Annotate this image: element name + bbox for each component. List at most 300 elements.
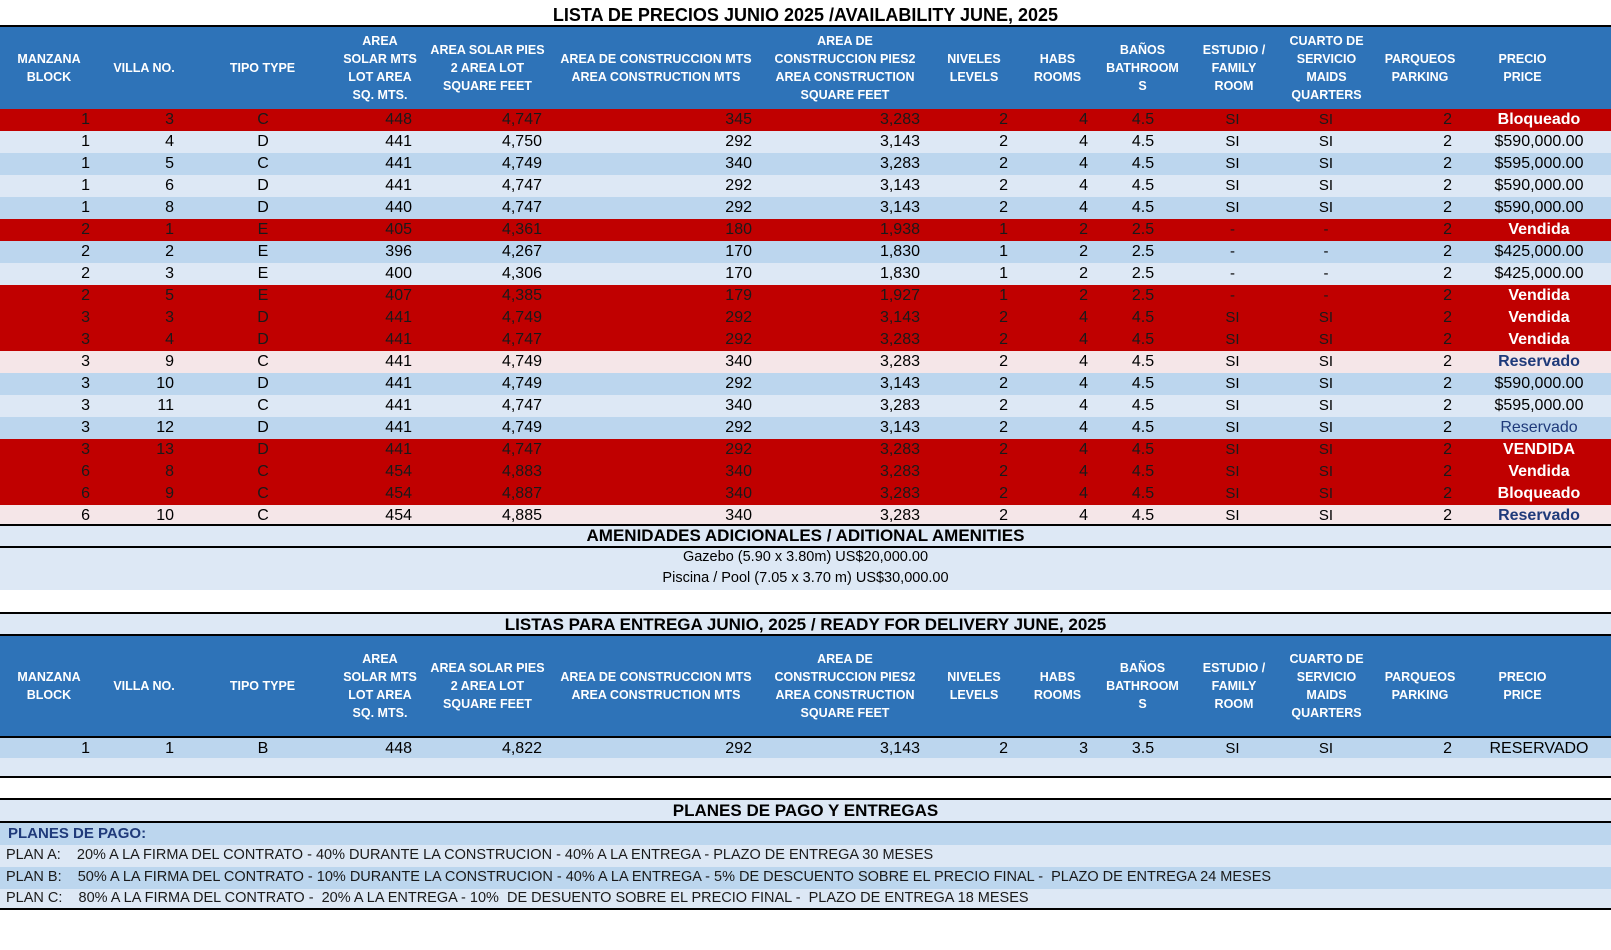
- header-lot-sqm: AREA SOLAR MTS LOT AREA SQ. MTS.: [343, 652, 417, 720]
- cell-type: D: [257, 177, 269, 194]
- cell-lot-sqm: 441: [385, 309, 412, 326]
- cell-lot-sqft: 4,749: [501, 419, 542, 436]
- cell-maids-quarters: SI: [1318, 111, 1334, 128]
- cell-family-room: SI: [1225, 397, 1240, 414]
- cell-price: $595,000.00: [1494, 397, 1584, 414]
- cell-rooms: 2: [1079, 265, 1088, 282]
- cell-family-room: SI: [1225, 485, 1240, 502]
- cell-villa: 2: [165, 243, 174, 260]
- cell-maids-quarters: -: [1323, 243, 1329, 260]
- cell-block: 3: [81, 419, 90, 436]
- cell-type: D: [257, 199, 269, 216]
- cell-construction-sqft: 3,283: [879, 463, 920, 480]
- cell-construction-sqft: 3,143: [879, 199, 920, 216]
- cell-type: E: [257, 265, 269, 282]
- cell-maids-quarters: SI: [1318, 199, 1334, 216]
- cell-rooms: 4: [1079, 133, 1088, 150]
- cell-lot-sqm: 441: [385, 441, 412, 458]
- cell-bathrooms: 4.5: [1131, 375, 1155, 392]
- cell-bathrooms: 2.5: [1131, 265, 1155, 282]
- cell-levels: 1: [999, 243, 1008, 260]
- cell-rooms: 4: [1079, 177, 1088, 194]
- plan-b: PLAN B: 50% A LA FIRMA DEL CONTRATO - 10% DURANTE LA CONSTRUCION - 40% A LA ENTREGA - 5% DE DESCUENTO SOBRE EL PRECIO FINAL - PLAZO DE ENTREGA 24 MESES: [6, 869, 1272, 885]
- cell-villa: 8: [165, 463, 174, 480]
- cell-villa: 1: [165, 740, 174, 757]
- cell-family-room: SI: [1225, 353, 1240, 370]
- cell-villa: 10: [156, 375, 174, 392]
- cell-lot-sqft: 4,747: [501, 331, 542, 348]
- cell-maids-quarters: SI: [1318, 463, 1334, 480]
- table-row: [0, 329, 1611, 351]
- cell-levels: 2: [999, 397, 1008, 414]
- table-row: [0, 197, 1611, 219]
- cell-parking: 2: [1443, 353, 1452, 370]
- cell-maids-quarters: SI: [1318, 375, 1334, 392]
- header-price: PRECIO PRICE: [1498, 670, 1547, 702]
- cell-parking: 2: [1443, 309, 1452, 326]
- cell-lot-sqft: 4,306: [501, 265, 542, 282]
- cell-price: RESERVADO: [1489, 740, 1589, 757]
- header-rooms: HABS ROOMS: [1033, 52, 1082, 84]
- header-levels: NIVELES LEVELS: [947, 670, 1001, 702]
- plan-c: PLAN C: 80% A LA FIRMA DEL CONTRATO - 20% A LA ENTREGA - 10% DE DESUENTO SOBRE EL PRECIO FINAL - PLAZO DE ENTREGA 18 MESES: [6, 890, 1029, 906]
- cell-price: Vendida: [1508, 309, 1570, 326]
- cell-villa: 12: [156, 419, 174, 436]
- cell-rooms: 4: [1079, 375, 1088, 392]
- cell-block: 2: [81, 221, 90, 238]
- cell-construction-sqm: 292: [725, 177, 752, 194]
- cell-block: 1: [81, 199, 90, 216]
- cell-bathrooms: 4.5: [1131, 507, 1155, 524]
- cell-block: 1: [81, 111, 90, 128]
- cell-type: E: [257, 243, 269, 260]
- cell-lot-sqm: 396: [385, 243, 412, 260]
- amenity-item: Piscina / Pool (7.05 x 3.70 m) US$30,000.00: [662, 570, 949, 586]
- cell-block: 3: [81, 397, 90, 414]
- cell-price: Vendida: [1508, 463, 1570, 480]
- cell-levels: 1: [999, 265, 1008, 282]
- cell-levels: 2: [999, 463, 1008, 480]
- cell-construction-sqft: 3,143: [879, 177, 920, 194]
- cell-price: Vendida: [1508, 287, 1570, 304]
- cell-family-room: SI: [1225, 111, 1240, 128]
- header-price: PRECIO PRICE: [1498, 52, 1547, 84]
- table-row: [0, 307, 1611, 329]
- header-construction-sqm: AREA DE CONSTRUCCION MTS AREA CONSTRUCTION MTS: [560, 670, 752, 702]
- header-block: MANZANA BLOCK: [17, 670, 81, 702]
- cell-levels: 1: [999, 287, 1008, 304]
- cell-construction-sqm: 292: [725, 133, 752, 150]
- cell-lot-sqm: 405: [385, 221, 412, 238]
- cell-block: 1: [81, 740, 90, 757]
- header-rooms: HABS ROOMS: [1033, 670, 1082, 702]
- cell-maids-quarters: SI: [1318, 740, 1334, 757]
- cell-parking: 2: [1443, 419, 1452, 436]
- cell-price: Reservado: [1498, 353, 1580, 370]
- cell-construction-sqft: 3,283: [879, 331, 920, 348]
- cell-lot-sqm: 400: [385, 265, 412, 282]
- cell-type: D: [257, 309, 269, 326]
- cell-rooms: 4: [1079, 155, 1088, 172]
- table-row: [0, 241, 1611, 263]
- cell-lot-sqm: 441: [385, 353, 412, 370]
- cell-family-room: -: [1230, 243, 1235, 260]
- table-row: [0, 373, 1611, 395]
- cell-bathrooms: 3.5: [1131, 740, 1155, 757]
- cell-parking: 2: [1443, 177, 1452, 194]
- cell-construction-sqft: 3,283: [879, 353, 920, 370]
- cell-family-room: -: [1230, 221, 1235, 238]
- cell-villa: 5: [165, 155, 174, 172]
- cell-villa: 1: [165, 221, 174, 238]
- cell-bathrooms: 4.5: [1131, 485, 1155, 502]
- cell-lot-sqft: 4,887: [501, 485, 542, 502]
- cell-bathrooms: 4.5: [1131, 199, 1155, 216]
- cell-villa: 11: [157, 397, 174, 414]
- cell-villa: 9: [165, 353, 174, 370]
- cell-levels: 2: [999, 740, 1008, 757]
- cell-parking: 2: [1443, 243, 1452, 260]
- cell-maids-quarters: SI: [1318, 353, 1334, 370]
- cell-rooms: 2: [1079, 243, 1088, 260]
- cell-villa: 9: [165, 485, 174, 502]
- cell-family-room: -: [1230, 265, 1235, 282]
- cell-construction-sqft: 3,143: [879, 133, 920, 150]
- cell-maids-quarters: SI: [1318, 441, 1334, 458]
- cell-construction-sqft: 3,143: [879, 419, 920, 436]
- cell-lot-sqft: 4,747: [501, 111, 542, 128]
- cell-family-room: SI: [1225, 463, 1240, 480]
- cell-parking: 2: [1443, 287, 1452, 304]
- cell-lot-sqm: 454: [385, 463, 412, 480]
- cell-construction-sqft: 3,283: [879, 485, 920, 502]
- cell-family-room: SI: [1225, 740, 1240, 757]
- cell-construction-sqm: 292: [725, 375, 752, 392]
- cell-lot-sqm: 441: [385, 397, 412, 414]
- cell-parking: 2: [1443, 740, 1452, 757]
- cell-bathrooms: 4.5: [1131, 111, 1155, 128]
- table-row: [0, 351, 1611, 373]
- table-row: [0, 285, 1611, 307]
- cell-lot-sqm: 441: [385, 375, 412, 392]
- header-lot-sqft: AREA SOLAR PIES 2 AREA LOT SQUARE FEET: [430, 43, 545, 93]
- cell-levels: 2: [999, 199, 1008, 216]
- cell-lot-sqft: 4,747: [501, 397, 542, 414]
- header-lot-sqm: AREA SOLAR MTS LOT AREA SQ. MTS.: [343, 34, 417, 102]
- cell-block: 2: [81, 287, 90, 304]
- amenity-item: Gazebo (5.90 x 3.80m) US$20,000.00: [682, 549, 929, 565]
- cell-maids-quarters: SI: [1318, 485, 1334, 502]
- cell-block: 3: [81, 441, 90, 458]
- cell-maids-quarters: SI: [1318, 419, 1334, 436]
- cell-type: C: [257, 485, 269, 502]
- cell-price: $590,000.00: [1494, 133, 1584, 150]
- cell-lot-sqm: 441: [385, 155, 412, 172]
- cell-type: D: [257, 419, 269, 436]
- cell-family-room: SI: [1225, 133, 1240, 150]
- cell-construction-sqft: 1,830: [879, 265, 920, 282]
- cell-maids-quarters: SI: [1318, 507, 1334, 524]
- cell-parking: 2: [1443, 485, 1452, 502]
- cell-construction-sqm: 292: [725, 740, 752, 757]
- header-construction-sqft: AREA DE CONSTRUCCION PIES2 AREA CONSTRUCTION SQUARE FEET: [774, 34, 916, 102]
- cell-construction-sqft: 1,830: [879, 243, 920, 260]
- cell-family-room: SI: [1225, 375, 1240, 392]
- cell-family-room: SI: [1225, 309, 1240, 326]
- cell-maids-quarters: SI: [1318, 397, 1334, 414]
- cell-rooms: 4: [1079, 111, 1088, 128]
- cell-parking: 2: [1443, 375, 1452, 392]
- cell-villa: 5: [165, 287, 174, 304]
- cell-block: 3: [81, 353, 90, 370]
- cell-type: C: [257, 111, 269, 128]
- cell-type: D: [257, 133, 269, 150]
- cell-construction-sqft: 1,927: [879, 287, 920, 304]
- cell-price: Vendida: [1508, 331, 1570, 348]
- cell-rooms: 2: [1079, 287, 1088, 304]
- cell-lot-sqft: 4,885: [501, 507, 542, 524]
- cell-family-room: SI: [1225, 199, 1240, 216]
- cell-block: 2: [81, 265, 90, 282]
- cell-parking: 2: [1443, 441, 1452, 458]
- cell-construction-sqm: 340: [725, 507, 752, 524]
- cell-construction-sqm: 340: [725, 353, 752, 370]
- cell-villa: 4: [165, 133, 174, 150]
- cell-villa: 6: [165, 177, 174, 194]
- cell-lot-sqft: 4,747: [501, 177, 542, 194]
- table-row: [0, 738, 1611, 760]
- header-family-room: ESTUDIO / FAMILY ROOM: [1202, 43, 1266, 93]
- cell-construction-sqft: 3,283: [879, 441, 920, 458]
- cell-parking: 2: [1443, 265, 1452, 282]
- cell-lot-sqft: 4,747: [501, 441, 542, 458]
- cell-block: 1: [81, 155, 90, 172]
- cell-construction-sqft: 3,283: [879, 155, 920, 172]
- cell-levels: 1: [999, 221, 1008, 238]
- table-row: [0, 417, 1611, 439]
- header-villa: VILLA NO.: [113, 679, 175, 693]
- header-construction-sqft: AREA DE CONSTRUCCION PIES2 AREA CONSTRUCTION SQUARE FEET: [774, 652, 916, 720]
- cell-block: 2: [81, 243, 90, 260]
- cell-levels: 2: [999, 441, 1008, 458]
- cell-price: Bloqueado: [1497, 485, 1581, 502]
- cell-rooms: 4: [1079, 463, 1088, 480]
- cell-levels: 2: [999, 309, 1008, 326]
- cell-lot-sqm: 441: [385, 331, 412, 348]
- cell-construction-sqft: 1,938: [879, 221, 920, 238]
- cell-construction-sqm: 340: [725, 155, 752, 172]
- table-row: [0, 263, 1611, 285]
- cell-parking: 2: [1443, 463, 1452, 480]
- cell-type: D: [257, 331, 269, 348]
- cell-construction-sqft: 3,143: [879, 375, 920, 392]
- plan-a: PLAN A: 20% A LA FIRMA DEL CONTRATO - 40% DURANTE LA CONSTRUCION - 40% A LA ENTREGA - PLAZO DE ENTREGA 30 MESES: [6, 847, 934, 863]
- cell-lot-sqft: 4,749: [501, 155, 542, 172]
- header-maids-quarters: CUARTO DE SERVICIO MAIDS QUARTERS: [1289, 34, 1364, 102]
- cell-bathrooms: 4.5: [1131, 441, 1155, 458]
- cell-construction-sqm: 292: [725, 441, 752, 458]
- cell-villa: 10: [156, 507, 174, 524]
- cell-lot-sqm: 454: [385, 485, 412, 502]
- cell-levels: 2: [999, 111, 1008, 128]
- table-header: [0, 25, 1611, 111]
- cell-block: 6: [81, 485, 90, 502]
- cell-block: 3: [81, 331, 90, 348]
- cell-maids-quarters: SI: [1318, 309, 1334, 326]
- cell-bathrooms: 4.5: [1131, 155, 1155, 172]
- cell-maids-quarters: SI: [1318, 331, 1334, 348]
- cell-lot-sqft: 4,267: [501, 243, 542, 260]
- cell-bathrooms: 4.5: [1131, 419, 1155, 436]
- header-construction-sqm: AREA DE CONSTRUCCION MTS AREA CONSTRUCTION MTS: [560, 52, 752, 84]
- cell-rooms: 4: [1079, 353, 1088, 370]
- table-row: [0, 439, 1611, 461]
- cell-parking: 2: [1443, 133, 1452, 150]
- cell-villa: 3: [165, 309, 174, 326]
- cell-rooms: 4: [1079, 485, 1088, 502]
- cell-maids-quarters: -: [1323, 287, 1329, 304]
- cell-bathrooms: 4.5: [1131, 397, 1155, 414]
- cell-maids-quarters: -: [1323, 265, 1329, 282]
- cell-family-room: SI: [1225, 441, 1240, 458]
- header-block: MANZANA BLOCK: [17, 52, 81, 84]
- cell-price: Bloqueado: [1497, 111, 1581, 128]
- table-row: [0, 109, 1611, 131]
- delivery-title: LISTAS PARA ENTREGA JUNIO, 2025 / READY FOR DELIVERY JUNE, 2025: [504, 615, 1107, 634]
- cell-bathrooms: 4.5: [1131, 133, 1155, 150]
- header-family-room: ESTUDIO / FAMILY ROOM: [1202, 661, 1266, 711]
- cell-construction-sqft: 3,283: [879, 397, 920, 414]
- cell-type: C: [257, 397, 269, 414]
- header-parking: PARQUEOS PARKING: [1384, 52, 1456, 84]
- cell-rooms: 3: [1079, 740, 1088, 757]
- cell-maids-quarters: SI: [1318, 133, 1334, 150]
- cell-family-room: -: [1230, 287, 1235, 304]
- cell-family-room: SI: [1225, 419, 1240, 436]
- table-row: [0, 461, 1611, 483]
- cell-lot-sqm: 448: [385, 740, 412, 757]
- cell-lot-sqft: 4,883: [501, 463, 542, 480]
- cell-rooms: 4: [1079, 419, 1088, 436]
- cell-parking: 2: [1443, 199, 1452, 216]
- cell-block: 1: [81, 177, 90, 194]
- cell-price: $590,000.00: [1494, 177, 1584, 194]
- cell-lot-sqm: 407: [385, 287, 412, 304]
- cell-villa: 3: [165, 265, 174, 282]
- cell-type: C: [257, 463, 269, 480]
- table-row: [0, 219, 1611, 241]
- cell-construction-sqm: 340: [725, 463, 752, 480]
- cell-construction-sqm: 340: [725, 397, 752, 414]
- cell-family-room: SI: [1225, 507, 1240, 524]
- cell-construction-sqm: 180: [725, 221, 752, 238]
- cell-type: C: [257, 155, 269, 172]
- cell-price: $425,000.00: [1494, 243, 1584, 260]
- cell-levels: 2: [999, 375, 1008, 392]
- cell-rooms: 2: [1079, 221, 1088, 238]
- table-row: [0, 175, 1611, 197]
- cell-levels: 2: [999, 353, 1008, 370]
- cell-levels: 2: [999, 177, 1008, 194]
- cell-construction-sqft: 3,283: [879, 507, 920, 524]
- plans-subtitle: PLANES DE PAGO:: [8, 825, 147, 842]
- cell-price: Reservado: [1498, 507, 1580, 524]
- page-title: LISTA DE PRECIOS JUNIO 2025 /AVAILABILITY JUNE, 2025: [552, 5, 1059, 25]
- amenities-title: AMENIDADES ADICIONALES / ADITIONAL AMENITIES: [586, 526, 1025, 545]
- cell-levels: 2: [999, 331, 1008, 348]
- cell-type: C: [257, 507, 269, 524]
- cell-bathrooms: 4.5: [1131, 177, 1155, 194]
- header-villa: VILLA NO.: [113, 61, 175, 75]
- cell-lot-sqm: 440: [385, 199, 412, 216]
- cell-rooms: 4: [1079, 397, 1088, 414]
- cell-rooms: 4: [1079, 441, 1088, 458]
- cell-type: D: [257, 441, 269, 458]
- cell-family-room: SI: [1225, 331, 1240, 348]
- cell-parking: 2: [1443, 155, 1452, 172]
- cell-rooms: 4: [1079, 331, 1088, 348]
- cell-lot-sqm: 454: [385, 507, 412, 524]
- cell-bathrooms: 4.5: [1131, 463, 1155, 480]
- cell-lot-sqft: 4,749: [501, 309, 542, 326]
- cell-construction-sqm: 179: [725, 287, 752, 304]
- cell-block: 1: [81, 133, 90, 150]
- cell-construction-sqft: 3,283: [879, 111, 920, 128]
- cell-villa: 3: [165, 111, 174, 128]
- cell-block: 3: [81, 375, 90, 392]
- cell-lot-sqft: 4,747: [501, 199, 542, 216]
- cell-price: Vendida: [1508, 221, 1570, 238]
- cell-bathrooms: 2.5: [1131, 287, 1155, 304]
- cell-bathrooms: 2.5: [1131, 221, 1155, 238]
- header-bathrooms: BAÑOS BATHROOM S: [1106, 43, 1179, 93]
- header-type: TIPO TYPE: [229, 61, 296, 75]
- cell-villa: 13: [156, 441, 174, 458]
- cell-lot-sqm: 441: [385, 133, 412, 150]
- cell-lot-sqm: 441: [385, 177, 412, 194]
- cell-construction-sqm: 170: [725, 265, 752, 282]
- cell-parking: 2: [1443, 111, 1452, 128]
- table-row: [0, 483, 1611, 505]
- table-row: [0, 153, 1611, 175]
- cell-rooms: 4: [1079, 199, 1088, 216]
- cell-type: E: [257, 287, 269, 304]
- cell-parking: 2: [1443, 507, 1452, 524]
- cell-lot-sqft: 4,822: [501, 740, 542, 757]
- cell-construction-sqm: 345: [725, 111, 752, 128]
- cell-levels: 2: [999, 133, 1008, 150]
- cell-levels: 2: [999, 507, 1008, 524]
- cell-price: VENDIDA: [1502, 441, 1575, 458]
- header-lot-sqft: AREA SOLAR PIES 2 AREA LOT SQUARE FEET: [430, 661, 545, 711]
- table-row: [0, 131, 1611, 153]
- cell-construction-sqm: 292: [725, 309, 752, 326]
- cell-construction-sqm: 340: [725, 485, 752, 502]
- cell-family-room: SI: [1225, 177, 1240, 194]
- cell-price: $590,000.00: [1494, 375, 1584, 392]
- cell-rooms: 4: [1079, 507, 1088, 524]
- delivery-table-header: [0, 634, 1611, 738]
- cell-block: 3: [81, 309, 90, 326]
- cell-lot-sqm: 448: [385, 111, 412, 128]
- cell-rooms: 4: [1079, 309, 1088, 326]
- cell-maids-quarters: SI: [1318, 155, 1334, 172]
- cell-type: E: [257, 221, 269, 238]
- cell-bathrooms: 4.5: [1131, 331, 1155, 348]
- cell-type: D: [257, 375, 269, 392]
- cell-maids-quarters: -: [1323, 221, 1329, 238]
- cell-construction-sqft: 3,143: [879, 309, 920, 326]
